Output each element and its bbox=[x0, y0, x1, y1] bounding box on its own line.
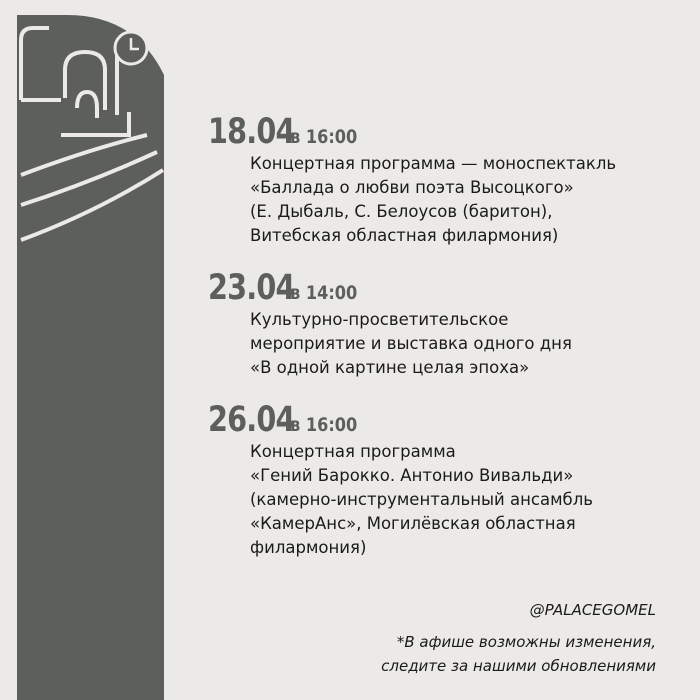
event-description-line: филармония) bbox=[250, 538, 367, 557]
event-description-line: «Баллада о любви поэта Высоцкого» bbox=[250, 178, 574, 197]
footer bbox=[381, 598, 656, 678]
event-item bbox=[208, 268, 688, 380]
event-description-line: Концертная программа bbox=[250, 442, 456, 461]
event-header bbox=[208, 112, 688, 152]
disclaimer-line: *В афише возможны изменения, bbox=[396, 633, 656, 651]
event-description bbox=[250, 308, 688, 380]
event-description-line: мероприятие и выставка одного дня bbox=[250, 334, 572, 353]
events-list bbox=[208, 112, 688, 580]
clock-icon bbox=[115, 32, 147, 64]
event-description-line: Концертная программа — моноспектакль bbox=[250, 154, 617, 173]
event-description-line: Витебская областная филармония) bbox=[250, 226, 559, 245]
event-time: в 16:00 bbox=[290, 414, 358, 436]
event-item bbox=[208, 112, 688, 248]
disclaimer-line: следите за нашими обновлениями bbox=[381, 657, 656, 675]
event-time: в 16:00 bbox=[290, 126, 358, 148]
event-description-line: «КамерАнс», Могилёвская областная bbox=[250, 514, 576, 533]
event-date: 23.04 bbox=[208, 268, 295, 308]
event-date: 18.04 bbox=[208, 112, 295, 152]
event-header bbox=[208, 268, 688, 308]
event-description-line: (камерно-инструментальный ансамбль bbox=[250, 490, 593, 509]
event-header bbox=[208, 400, 688, 440]
event-description-line: «Гений Барокко. Антонио Вивальди» bbox=[250, 466, 574, 485]
event-description-line: «В одной картине целая эпоха» bbox=[250, 358, 530, 377]
event-description bbox=[250, 152, 688, 248]
decorative-side-band bbox=[17, 0, 164, 700]
event-item bbox=[208, 400, 688, 560]
event-time: в 14:00 bbox=[290, 282, 358, 304]
event-description bbox=[250, 440, 688, 560]
social-handle: @PALACEGOMEL bbox=[529, 601, 656, 619]
event-description-line: (Е. Дыбаль, С. Белоусов (баритон), bbox=[250, 202, 553, 221]
event-date: 26.04 bbox=[208, 400, 295, 440]
event-description-line: Культурно-просветительское bbox=[250, 310, 509, 329]
building-logo-graphic bbox=[17, 0, 164, 700]
